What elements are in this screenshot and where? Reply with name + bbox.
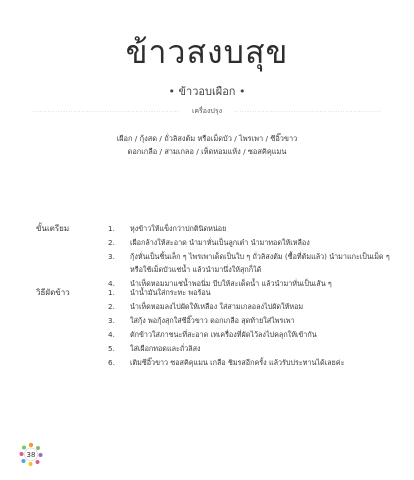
step-text: เผือกล้างให้สะอาด นำมาหั่นเป็นลูกเต๋า นำมาทอดให้เหลือง — [130, 238, 310, 247]
step-text: เติมซีอิ๊วขาว ซอสคิคุแมน เกลือ ชิมรสอีกครั้ง แล้วรับประทานได้เลยค่ะ — [130, 358, 345, 367]
page-number-badge — [18, 441, 44, 467]
step-text: นำเห็ดหอมลงไปผัดให้เหลือง ใส่สามเกลอลงไปผัดให้หอม — [130, 302, 304, 311]
cook-step — [108, 356, 398, 369]
step-text: ใส่เผือกทอดและถั่วลิสง — [130, 344, 201, 353]
step-number: 1. — [108, 288, 115, 297]
cook-step — [108, 300, 398, 313]
dot-leader-right: ························································· — [234, 109, 382, 115]
step-text: หุงข้าวให้แข็งกว่าปกตินิดหน่อย — [130, 224, 227, 233]
cook-steps — [108, 286, 398, 370]
prep-steps — [108, 222, 398, 291]
flower-logo-icon — [18, 441, 44, 467]
step-number: 5. — [108, 344, 115, 353]
prep-section-label: ขั้นเตรียม — [36, 224, 70, 233]
step-number: 2. — [108, 302, 115, 311]
page-title: ข้าวสงบสุข — [125, 33, 289, 71]
step-number: 3. — [108, 252, 115, 261]
step-number: 1. — [108, 224, 115, 233]
step-text: ตักข้าวใส่ภาชนะที่สะอาด เทเครื่องที่ผัดไว้ลงไปคลุกให้เข้ากัน — [130, 330, 317, 339]
step-number: 2. — [108, 238, 115, 247]
step-number: 6. — [108, 358, 115, 367]
step-text: กุ้งหั่นเป็นชิ้นเล็ก ๆ ไพรเพาเด็ดเป็นใบ ๆ ถั่วลิสงต้ม (ซื้อที่ต้มแล้ว) นำมาแกะเป็นเม็ด ๆ หรือใช้เม็ดบัวแช่น้ำ แล้วนำมานึ่งให้สุกก็ได้ — [130, 252, 390, 274]
prep-step — [108, 236, 398, 249]
ingredients-line: ดอกเกลือ / สามเกลอ / เห็ดหอมแห้ง / ซอสคิคุแมน — [127, 147, 287, 156]
ingredients-list — [0, 132, 414, 158]
cook-step — [108, 286, 398, 299]
step-number: 3. — [108, 316, 115, 325]
cook-step — [108, 314, 398, 327]
cook-section-label: วิธีผัดข้าว — [36, 288, 70, 297]
ingredients-heading-row — [0, 106, 414, 117]
step-text: นำน้ำมันใส่กระทะ พอร้อน — [130, 288, 211, 297]
step-number: 4. — [108, 330, 115, 339]
cook-step — [108, 342, 398, 355]
step-number: 4. — [108, 279, 115, 288]
prep-step — [108, 250, 398, 276]
page-number: 38 — [26, 451, 36, 459]
ingredients-line: เผือก / กุ้งสด / ถั่วลิสงต้ม หรือเม็ดบัว / ไพรเพา / ซีอิ๊วขาว — [116, 134, 298, 143]
ingredients-heading: เครื่องปรุง — [191, 107, 223, 115]
recipe-subtitle: • ข้าวอบเผือก • — [168, 85, 246, 98]
prep-step — [108, 222, 398, 235]
dot-leader-left: ························································· — [32, 109, 180, 115]
step-text: ใส่กุ้ง พอกุ้งสุกใส่ซีอิ๊วขาว ดอกเกลือ สุดท้ายใส่ไพรเพา — [130, 316, 295, 325]
cook-step — [108, 328, 398, 341]
step-text: นำเห็ดหอมมาแช่น้ำพอนิ่ม บีบให้สะเด็ดน้ำ แล้วนำมาหั่นเป็นเส้น ๆ — [130, 279, 332, 288]
